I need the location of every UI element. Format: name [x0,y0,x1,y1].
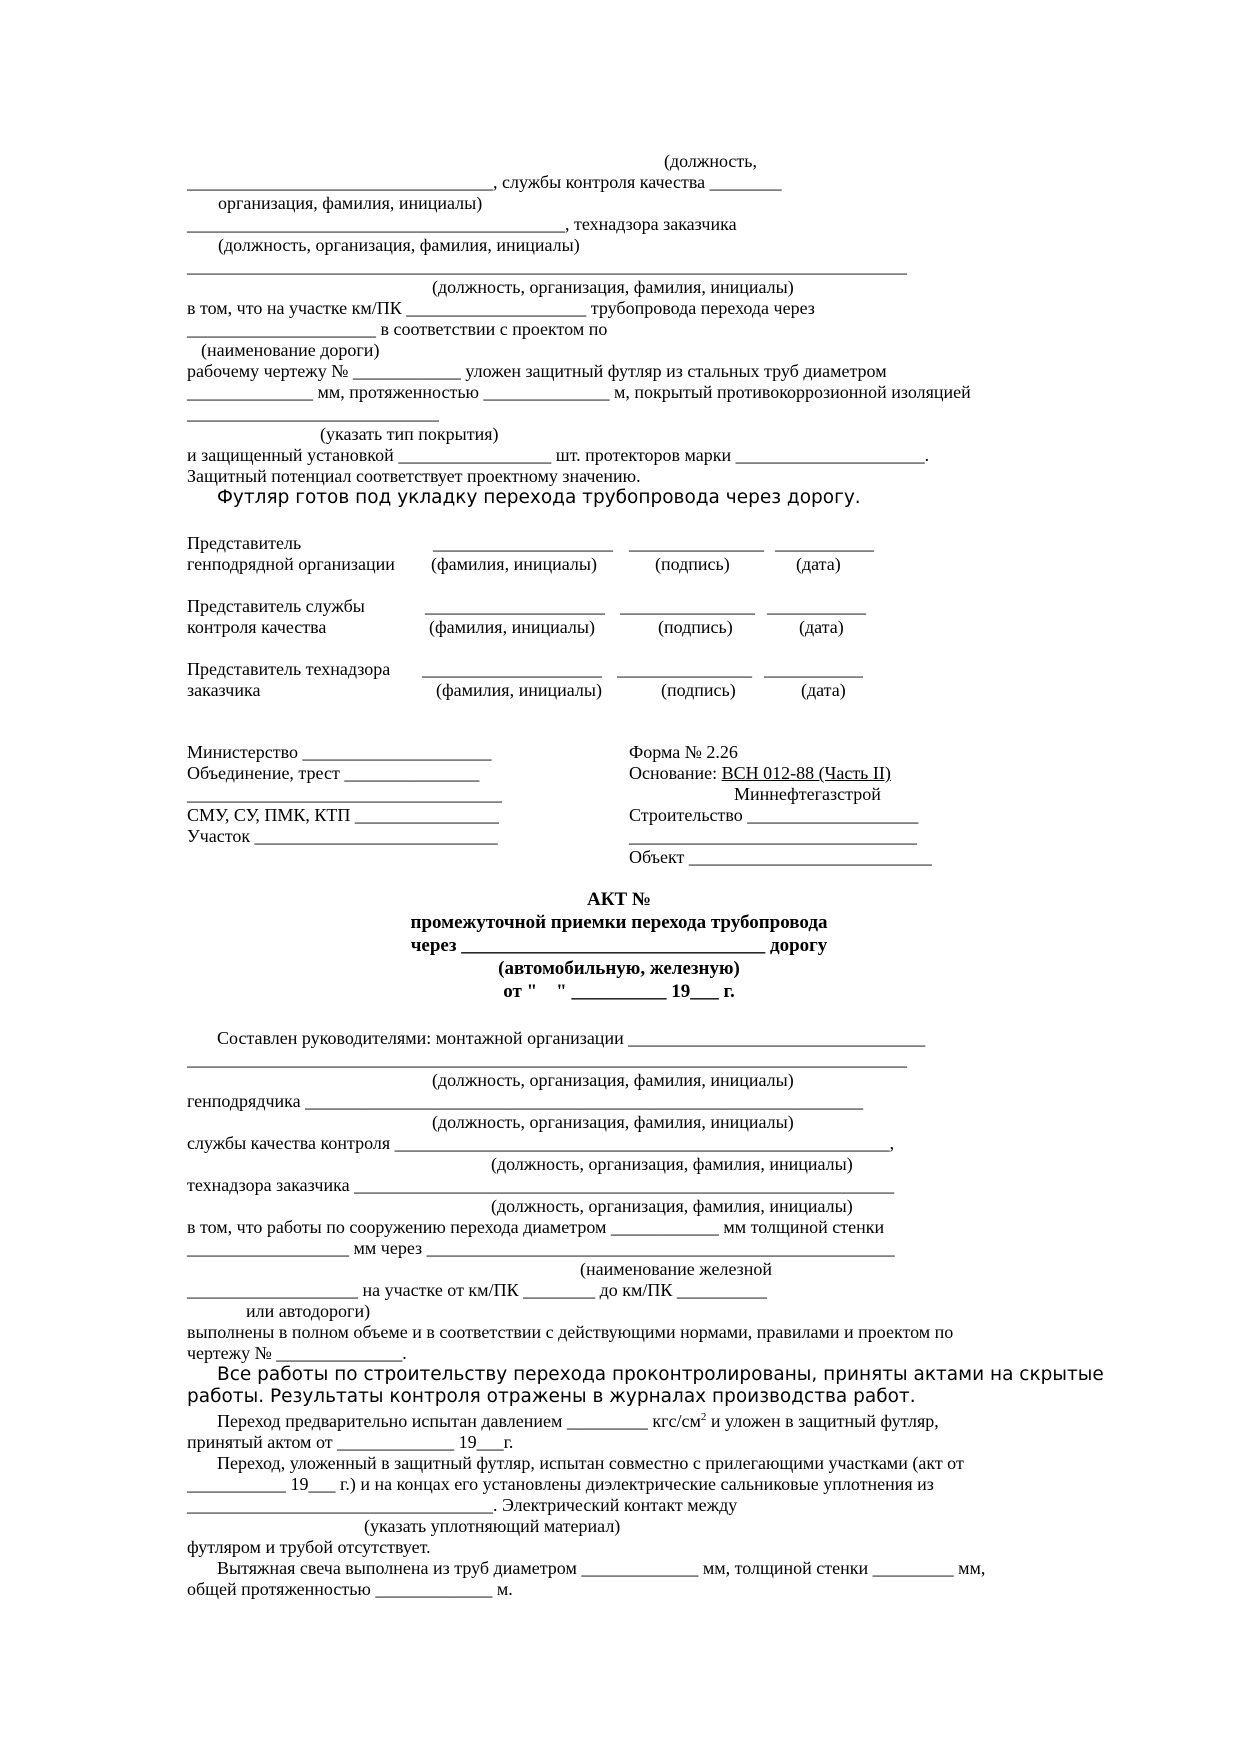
protectors-line: и защищенный установкой _________________ шт. протекторов марки _____________________. [187,445,930,465]
compiled-by-line: Составлен руководителями: монтажной организации _________________________________ [217,1028,926,1048]
joint-test-line: Переход, уложенный в защитный футляр, испытан совместно с прилегающими участками (акт от [217,1453,964,1473]
coating-blank-line: ____________________________ [187,403,439,423]
pressure-test-line [217,1411,939,1432]
basis-label: Основание: [629,763,722,783]
caption-signature: (подпись) [661,680,736,700]
potential-line: Защитный потенциал соответствует проектному значению. [187,466,641,486]
section-range-line: ___________________ на участке от км/ПК ________ до км/ПК __________ [187,1280,767,1300]
no-contact-line: футляром и трубой отсутствует. [187,1537,431,1557]
caption-seal-material: (указать уплотняющий материал) [364,1516,621,1536]
vent-pipe-line: Вытяжная свеча выполнена из труб диаметром _____________ мм, толщиной стенки _________ мм, [217,1558,986,1578]
caption-coating-type: (указать тип покрытия) [320,424,499,444]
caption-signature: (подпись) [655,554,730,574]
object-field: Объект ___________________________ [629,847,932,867]
drawing-number-line: чертежу № ______________. [187,1343,407,1363]
ministry-field: Министерство _____________________ [187,742,492,762]
caption-date: (дата) [801,680,846,700]
acceptance-act-line: принятый актом от _____________ 19___г. [187,1432,514,1452]
signature-date-line: ___________ [767,596,866,616]
case-ready-line: Футляр готов под укладку перехода трубопровода через дорогу. [217,487,861,508]
customer-supervision-line: технадзора заказчика ____________________________________________________________ [187,1175,895,1195]
caption-date: (дата) [796,554,841,574]
electrical-contact-line: __________________________________. Электрический контакт между [187,1495,738,1515]
signature-label: генподрядной организации [187,554,395,574]
signature-label: Представитель службы [187,596,365,616]
caption-railway-name: (наименование железной [580,1259,773,1279]
pressure-unit-superscript: 2 [700,1411,707,1423]
basis-line [629,763,891,784]
basis-reference-link[interactable]: ВСН 012-88 (Часть II) [721,763,891,783]
blank-field: ___________________________________ [187,784,502,804]
blank-line: ________________________________________________________________________________ [187,256,907,276]
site-field: Участок ___________________________ [187,826,498,846]
blank-line: ________________________________________________________________________________ [187,1049,907,1069]
signature-name-line: ____________________ [425,596,605,616]
signature-sign-line: _______________ [617,659,752,679]
completion-line: выполнены в полном объеме и в соответствии с действующими нормами, правилами и проектом по [187,1322,954,1342]
construction-field: Строительство ___________________ [629,805,919,825]
signature-name-line: ____________________ [422,659,602,679]
caption-position-org: (должность, организация, фамилия, инициалы) [432,1112,794,1132]
seals-line: ___________ 19___ г.) и на концах его установлены диэлектрические сальниковые уплотнения из [187,1474,934,1494]
caption-road: или автодороги) [246,1301,371,1321]
signature-date-line: ___________ [764,659,863,679]
signature-date-line: ___________ [775,533,874,553]
signature-label: заказчика [187,680,261,700]
drawing-line: рабочему чертежу № ____________ уложен защитный футляр из стальных труб диаметром [187,361,887,381]
customer-supervision-line: __________________________________________, технадзора заказчика [187,214,737,234]
pressure-text: Переход предварительно испытан давлением _________ кгс/см [217,1411,701,1431]
caption-position-org: (должность, организация, фамилия, инициалы) [432,1070,794,1090]
caption-signature: (подпись) [658,617,733,637]
inspection-paragraph-cont: работы. Результаты контроля отражены в журналах производства работ. [187,1386,916,1407]
title-road: через ________________________________ дорогу [410,935,828,956]
caption-position-org: (должность, организация, фамилия, инициалы) [218,235,580,255]
signature-label: контроля качества [187,617,327,637]
union-field: Объединение, трест _______________ [187,763,480,783]
quality-control-line: __________________________________, службы контроля качества ________ [187,172,782,192]
signature-label: Представитель [187,533,302,553]
ministry-name: Миннефтегазстрой [734,784,881,804]
inspection-paragraph: Все работы по строительству перехода проконтролированы, приняты актами на скрытые [217,1364,1104,1385]
caption-name: (фамилия, инициалы) [436,680,602,700]
caption-name: (фамилия, инициалы) [431,554,597,574]
caption-position-org: (должность, организация, фамилия, инициалы) [491,1196,853,1216]
pressure-text-cont: и уложен в защитный футляр, [706,1411,939,1431]
signature-name-line: ____________________ [433,533,613,553]
smu-field: СМУ, СУ, ПМК, КТП ________________ [187,805,499,825]
signature-label: Представитель технадзора [187,659,391,679]
title-subject: промежуточной приемки перехода трубопровода [410,912,828,933]
caption-position-org: (должность, организация, фамилия, инициалы) [491,1154,853,1174]
title-date: от " " __________ 19___ г. [503,981,735,1002]
length-line: ______________ мм, протяженностью ______________ м, покрытый противокоррозионной изоляцией [187,382,971,402]
title-act: АКТ № [586,889,651,910]
diameter-line: в том, что работы по сооружению перехода диаметром ____________ мм толщиной стенки [187,1217,885,1237]
caption-position: (должность, [664,151,757,171]
general-contractor-line: генподрядчика ______________________________________________________________ [187,1091,864,1111]
caption-org-name: организация, фамилия, инициалы) [218,193,483,213]
wall-thickness-line: __________________ мм через ____________________________________________________ [187,1238,895,1258]
caption-name: (фамилия, инициалы) [429,617,595,637]
caption-road-name: (наименование дороги) [201,340,380,360]
signature-sign-line: _______________ [629,533,764,553]
form-number: Форма № 2.26 [629,742,738,762]
caption-date: (дата) [799,617,844,637]
total-length-line: общей протяженностью _____________ м. [187,1579,513,1599]
signature-sign-line: _______________ [620,596,755,616]
title-road-type: (автомобильную, железную) [498,958,740,979]
caption-position-org: (должность, организация, фамилия, инициалы) [432,277,794,297]
blank-field: ________________________________ [629,826,917,846]
quality-service-line: службы качества контроля _______________________________________________________, [187,1133,895,1153]
section-line: в том, что на участке км/ПК ____________________ трубопровода перехода через [187,298,815,318]
project-line: _____________________ в соответствии с проектом по [187,319,608,339]
